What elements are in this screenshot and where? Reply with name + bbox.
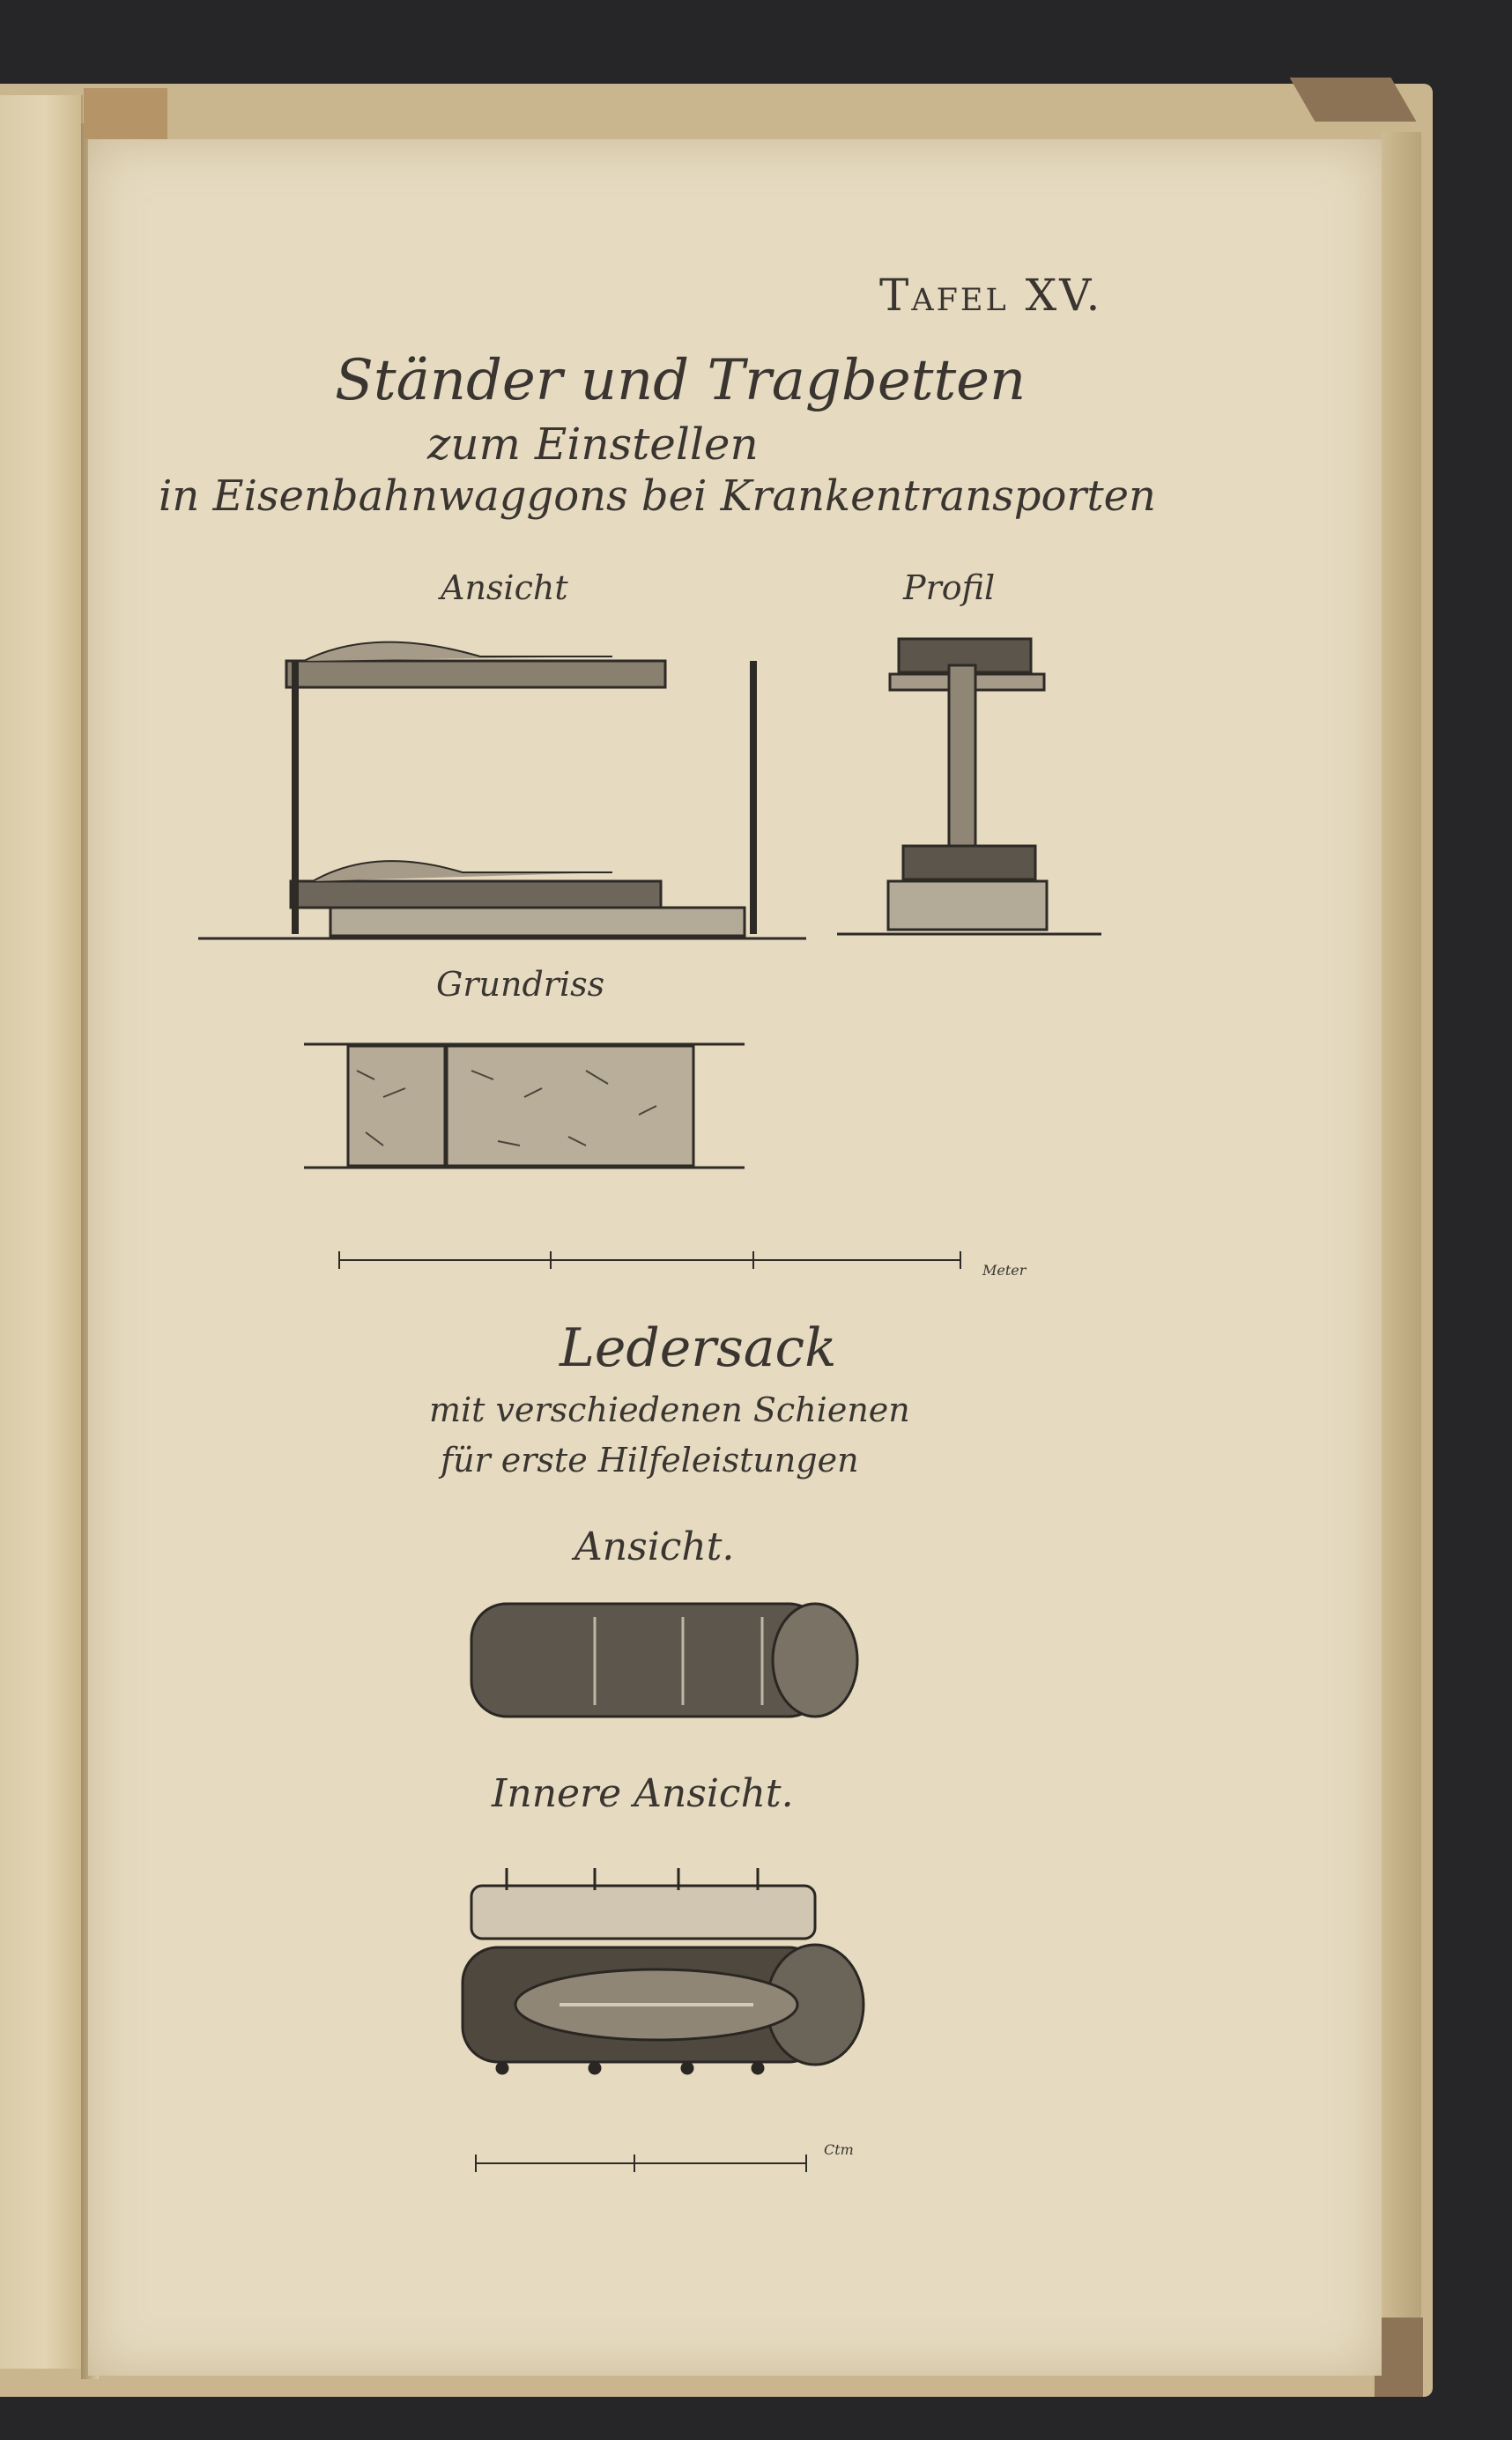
leather-bag-open-drawing [454,1864,877,2084]
stretcher-plan-drawing [304,1035,745,1176]
page-edge [1382,132,1421,2375]
spine-tape [84,88,167,139]
leather-bag-closed-drawing [463,1595,868,1727]
plate-title: Tafel XV. [879,270,1103,321]
stretcher-stand-profile-drawing [837,634,1119,952]
scale-unit-meter: Meter [982,1262,1027,1279]
section2-title: Ledersack [560,1317,837,1379]
section2-subtitle-line2: für erste Hilfeleistungen [441,1441,859,1480]
scale-unit-ctm: Ctm [824,2141,854,2158]
cover-corner-bottom [1375,2318,1423,2397]
scale-bar-ctm [471,2141,824,2177]
left-page-edge [0,95,83,2369]
view-label: Ansicht [441,568,568,607]
section1-title-line2: zum Einstellen [427,419,759,470]
section2-subtitle-line1: mit verschiedenen Schienen [429,1391,910,1429]
section1-title-line1: Ständer und Tragbetten [335,348,1027,413]
bag-inner-view-label: Innere Ansicht. [492,1771,794,1816]
bag-view-label: Ansicht. [574,1524,735,1569]
plan-label: Grundriss [436,965,605,1004]
scale-bar-meter [335,1238,969,1273]
profile-label: Profil [903,568,996,607]
section1-title-line3: in Eisenbahnwaggons bei Krankentransporten [159,471,1156,521]
stretcher-stand-front-drawing [198,634,815,952]
